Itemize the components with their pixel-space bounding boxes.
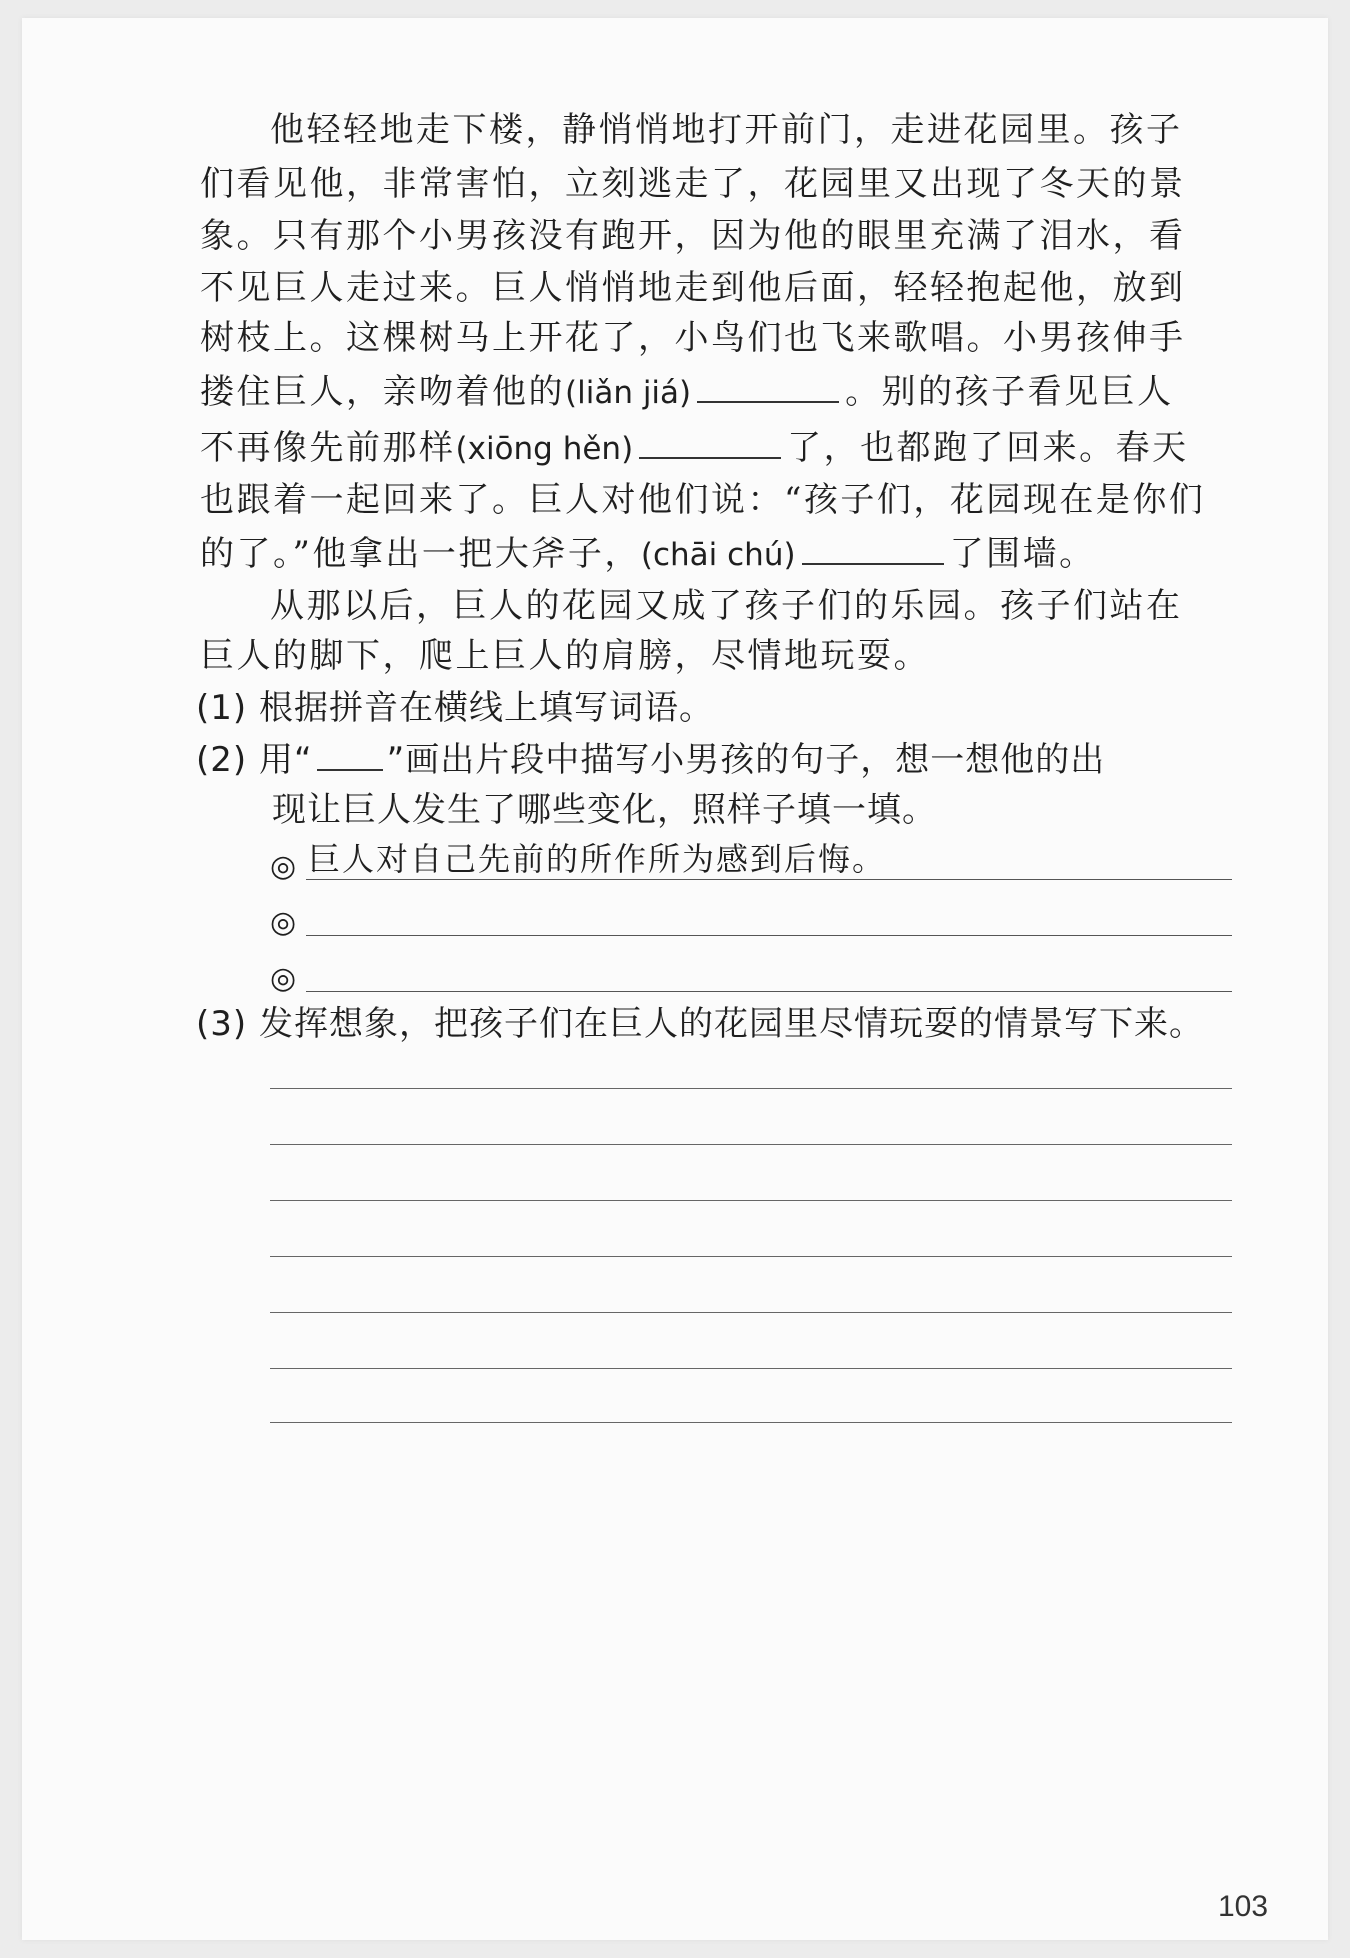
pinyin-hint: (chāi chú) [640, 537, 796, 573]
pinyin-hint: (xiōng hěn) [455, 431, 634, 467]
passage-text: 了，也都跑了回来。春天 [787, 428, 1189, 468]
passage-text: 也跟着一起回来了。巨人对他们说：“孩子们，花园现在是你们 [200, 480, 1206, 520]
passage-text: 从那以后，巨人的花园又成了孩子们的乐园。孩子们站在 [270, 586, 1183, 626]
bullet-icon: ◎ [270, 849, 297, 884]
writing-line[interactable] [270, 1312, 1232, 1313]
writing-line[interactable] [270, 1200, 1232, 1201]
question-1: (1) 根据拼音在横线上填写词语。 [196, 688, 714, 728]
passage-text: 不再像先前那样 [200, 428, 456, 468]
answer-rule [306, 935, 1232, 936]
writing-line[interactable] [270, 1368, 1232, 1369]
question-2-cont: 现让巨人发生了哪些变化，照样子填一填。 [272, 790, 937, 830]
passage-text: 了围墙。 [949, 534, 1096, 574]
fill-blank-chaichu[interactable] [802, 543, 944, 565]
page-number: 103 [1218, 1890, 1269, 1923]
question-text: (2) 用“ [196, 740, 313, 780]
passage-text: 。别的孩子看见巨人 [845, 372, 1174, 412]
fill-blank-lianjia[interactable] [697, 381, 839, 403]
passage-text: 树枝上。这棵树马上开花了，小鸟们也飞来歌唱。小男孩伸手 [200, 318, 1186, 358]
passage-line-with-blank [200, 360, 1232, 424]
underline-sample [317, 749, 383, 771]
passage-text: 象。只有那个小男孩没有跑开，因为他的眼里充满了泪水，看 [200, 216, 1186, 256]
writing-line[interactable] [270, 1088, 1232, 1089]
answer-line-example [270, 836, 1232, 892]
example-answer: 巨人对自己先前的所作所为感到后悔。 [308, 840, 887, 878]
pinyin-hint: (liǎn jiá) [565, 375, 692, 411]
passage-text: 他轻轻地走下楼，静悄悄地打开前门，走进花园里。孩子 [270, 110, 1183, 150]
writing-line[interactable] [270, 1144, 1232, 1145]
passage-text: 不见巨人走过来。巨人悄悄地走到他后面，轻轻抱起他，放到 [200, 268, 1186, 308]
answer-line-2[interactable] [270, 892, 1232, 948]
question-text: ”画出片段中描写小男孩的句子，想一想他的出 [386, 740, 1106, 780]
writing-line[interactable] [270, 1422, 1232, 1423]
question-3: (3) 发挥想象，把孩子们在巨人的花园里尽情玩耍的情景写下来。 [196, 1004, 1204, 1044]
bullet-icon: ◎ [270, 961, 297, 996]
bullet-icon: ◎ [270, 905, 297, 940]
passage-text: 们看见他，非常害怕，立刻逃走了，花园里又出现了冬天的景 [200, 164, 1186, 204]
passage-text: 搂住巨人，亲吻着他的 [200, 372, 565, 412]
passage-text: 巨人的脚下，爬上巨人的肩膀，尽情地玩耍。 [200, 636, 930, 676]
fill-blank-xionghen[interactable] [639, 437, 781, 459]
passage-text: 的了。”他拿出一把大斧子， [200, 534, 641, 574]
writing-line[interactable] [270, 1256, 1232, 1257]
